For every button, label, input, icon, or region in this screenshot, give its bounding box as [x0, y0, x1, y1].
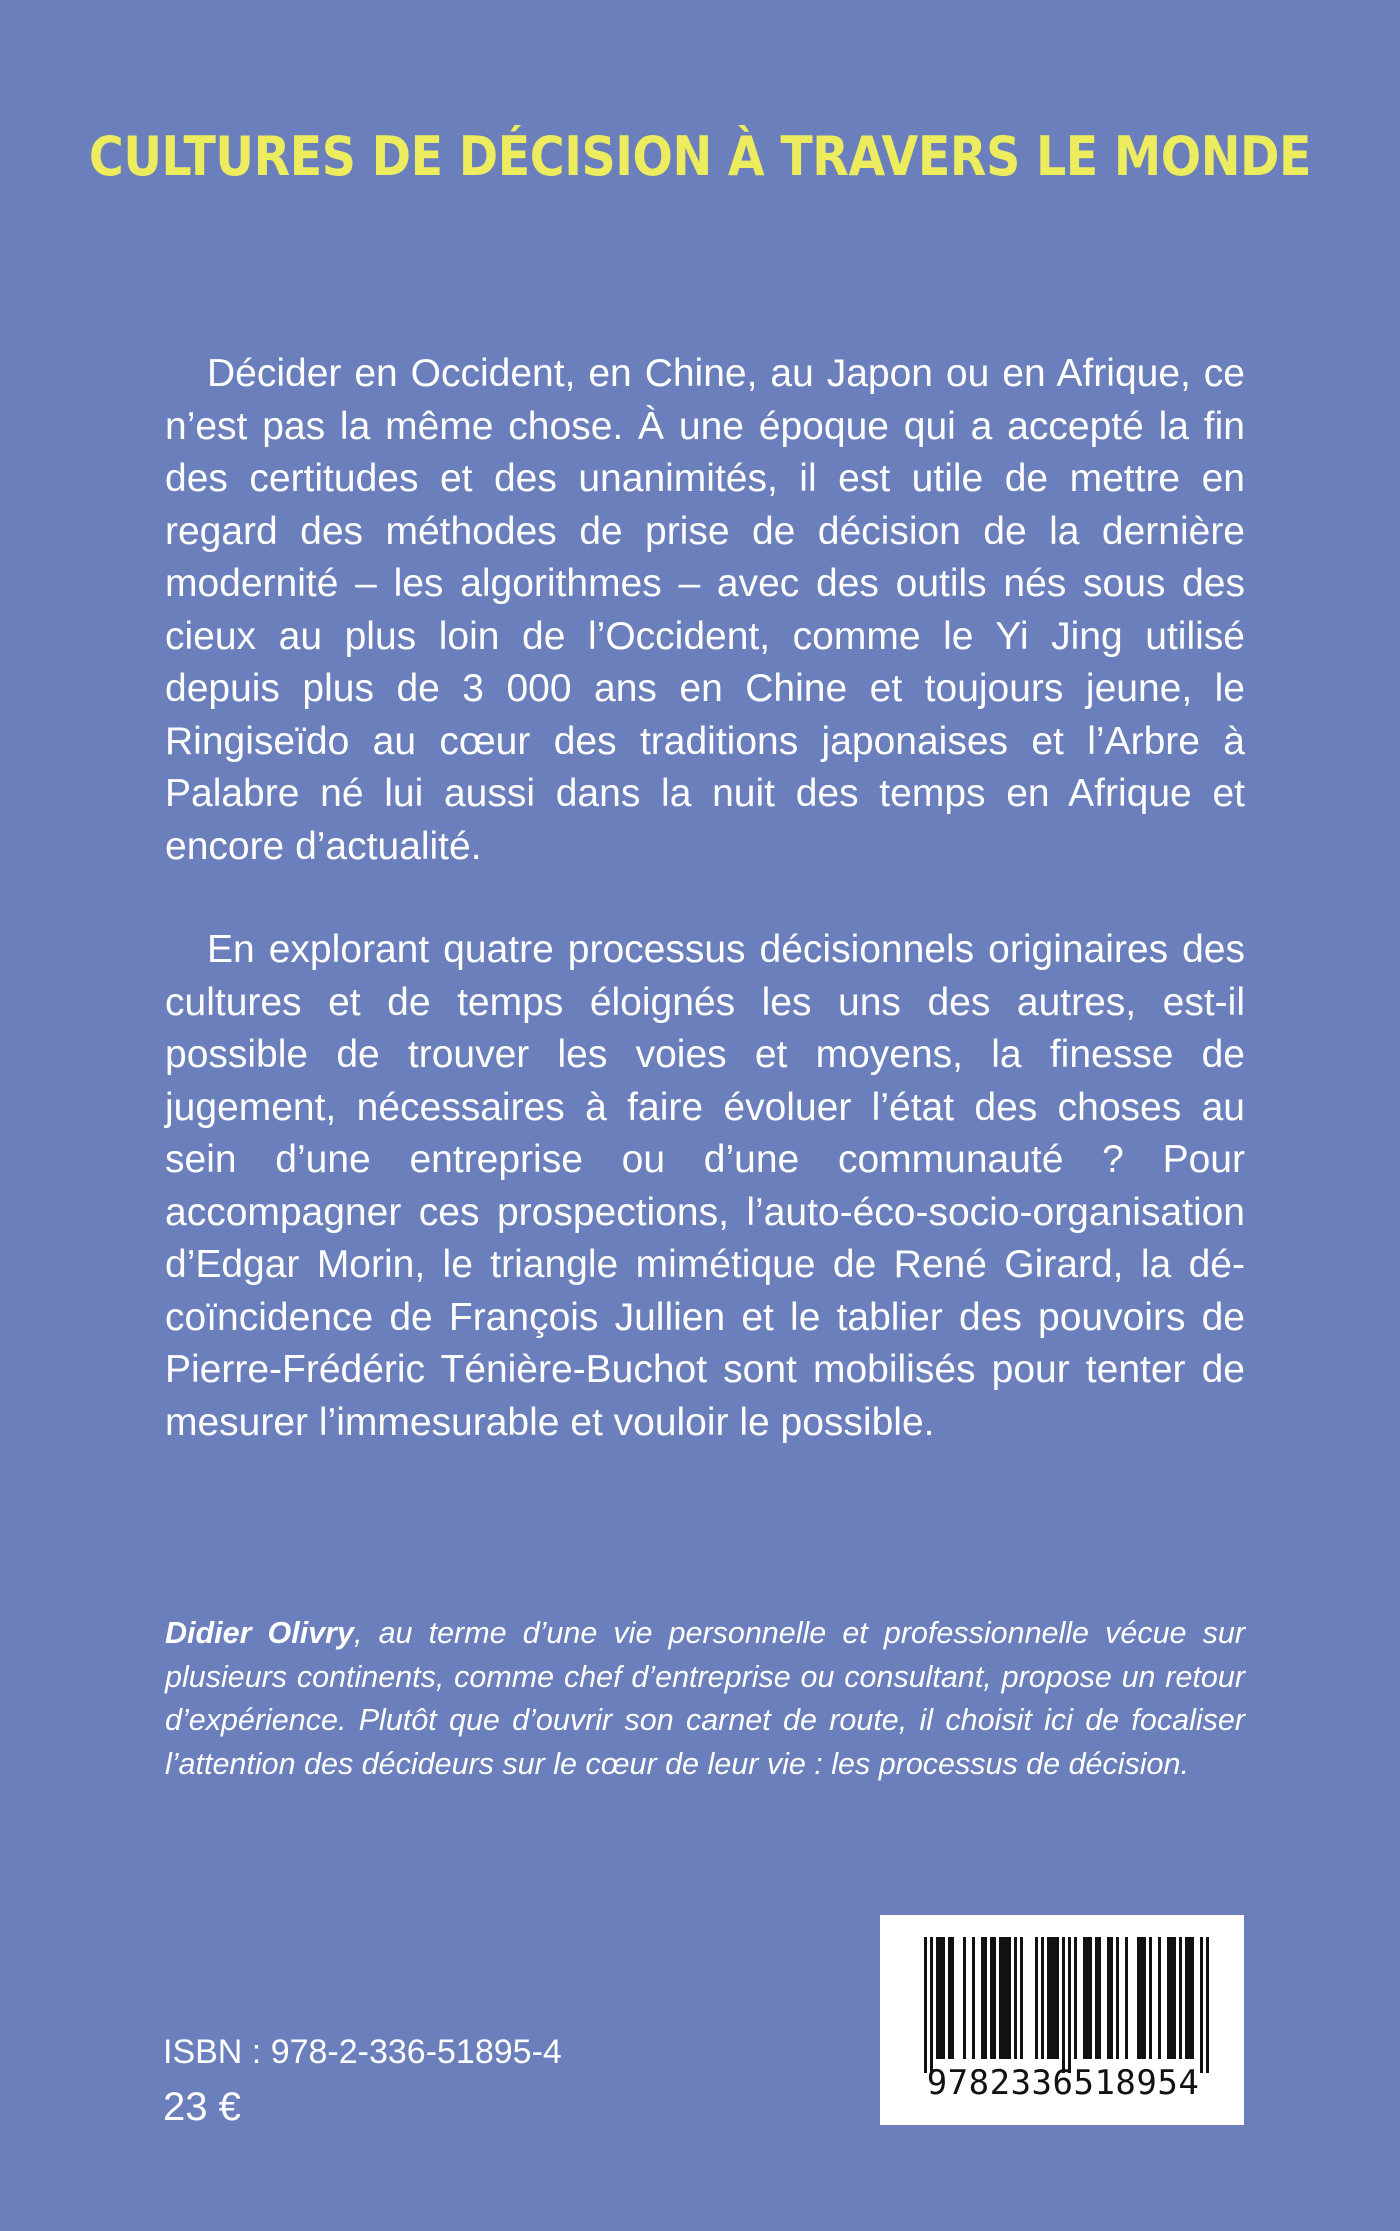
barcode-bar	[924, 1937, 927, 2073]
barcode-bar	[990, 1937, 993, 2059]
barcode-bar	[993, 1937, 996, 2059]
barcode-bar	[942, 1937, 945, 2059]
barcode-bar	[1074, 1937, 1077, 2059]
barcode-bar	[1050, 1937, 1053, 2059]
barcode-bar	[1170, 1937, 1173, 2059]
barcode-bar	[1167, 1937, 1170, 2059]
isbn-label: ISBN : 978-2-336-51895-4	[163, 2033, 562, 2071]
author-bio-text: , au terme d’une vie personnelle et professionnelle vécue sur plusieurs continents, comme chef d’entreprise ou consultant, propose un retour d’expérience. Plutôt que d’ouvrir son carnet de route, il choisit ici de focaliser l’attention des décideurs sur le cœur de leur vie : les processus de décision.	[165, 1616, 1245, 1781]
author-bio	[165, 1612, 1245, 1786]
barcode-bar	[981, 1937, 984, 2059]
barcode-bar	[1086, 1937, 1089, 2059]
barcode-digits: 9782336518954	[926, 2063, 1200, 2103]
barcode-bar	[1083, 1937, 1086, 2059]
barcode-bar	[1149, 1937, 1152, 2059]
barcode-bar	[1110, 1937, 1113, 2059]
barcode-bar	[1002, 1937, 1005, 2059]
description-paragraph-2-text: En explorant quatre processus décisionnels originaires des cultures et de temps éloignés les uns des autres, est-il possible de trouver les voies et moyens, la finesse de jugement, nécessaires à faire évoluer l’état des choses au sein d’une entreprise ou d’une communauté ? Pour accompagner ces prospections, l’auto-éco-socio-organisation d’Edgar Morin, le triangle mimétique de René Girard, la dé-coïncidence de François Jullien et le tablier des pouvoirs de Pierre-Frédéric Ténière-Buchot sont mobilisés pour tenter de mesurer l’immesurable et vouloir le possible.	[165, 928, 1245, 1444]
barcode-bar	[1005, 1937, 1008, 2059]
barcode-bar	[972, 1937, 975, 2059]
book-title: CULTURES DE DÉCISION À TRAVERS LE MONDE	[88, 125, 1312, 188]
price-label: 23 €	[163, 2085, 241, 2129]
barcode-bar	[1014, 1937, 1017, 2059]
barcode-bar	[1140, 1937, 1143, 2059]
barcode-bar	[930, 1937, 933, 2073]
barcode-bar	[1191, 1937, 1194, 2059]
barcode-bar	[1158, 1937, 1161, 2059]
barcode-bar	[1179, 1937, 1182, 2059]
barcode-bar	[1056, 1937, 1059, 2059]
barcode-bar	[1095, 1937, 1098, 2059]
barcode-bar	[1089, 1937, 1092, 2059]
barcode-bar	[1173, 1937, 1176, 2059]
description-paragraph-1	[165, 348, 1245, 873]
barcode-bar	[936, 1937, 939, 2059]
barcode-bar	[1188, 1937, 1191, 2059]
barcode-bar	[1062, 1937, 1065, 2073]
barcode-bar	[1047, 1937, 1050, 2059]
barcode-bar	[1053, 1937, 1056, 2059]
barcode-bar	[951, 1937, 954, 2059]
barcode-bar	[1107, 1937, 1110, 2059]
barcode-bar	[1116, 1937, 1119, 2059]
barcode-bar	[1137, 1937, 1140, 2059]
barcode-bar	[1185, 1937, 1188, 2059]
barcode-bar	[1020, 1937, 1023, 2059]
barcode-bar	[1041, 1937, 1044, 2059]
barcode-bar	[939, 1937, 942, 2059]
barcode-bar	[948, 1937, 951, 2059]
barcode-bar	[1206, 1937, 1209, 2073]
barcode-bar	[1008, 1937, 1011, 2059]
barcode-bar	[963, 1937, 966, 2059]
barcode-bar	[1068, 1937, 1071, 2073]
barcode-bar	[1143, 1937, 1146, 2059]
description-paragraph-2	[165, 924, 1245, 1449]
barcode-bar	[1035, 1937, 1038, 2059]
barcode	[880, 1915, 1244, 2125]
description-paragraph-1-text: Décider en Occident, en Chine, au Japon ou en Afrique, ce n’est pas la même chose. À une époque qui a accepté la fin des certitudes et des unanimités, il est utile de mettre en regard des méthodes de prise de décision de la dernière modernité – les algorithmes – avec des outils nés sous des cieux au plus loin de l’Occident, comme le Yi Jing utilisé depuis plus de 3 000 ans en Chine et toujours jeune, le Ringiseïdo au cœur des traditions japonaises et l’Arbre à Palabre né lui aussi dans la nuit des temps en Afrique et encore d’actualité.	[165, 352, 1245, 868]
barcode-bar	[1125, 1937, 1128, 2059]
barcode-bar	[984, 1937, 987, 2059]
barcode-bar	[1098, 1937, 1101, 2059]
barcode-bar	[1200, 1937, 1203, 2073]
barcode-bar	[999, 1937, 1002, 2059]
author-name: Didier Olivry	[165, 1616, 355, 1650]
